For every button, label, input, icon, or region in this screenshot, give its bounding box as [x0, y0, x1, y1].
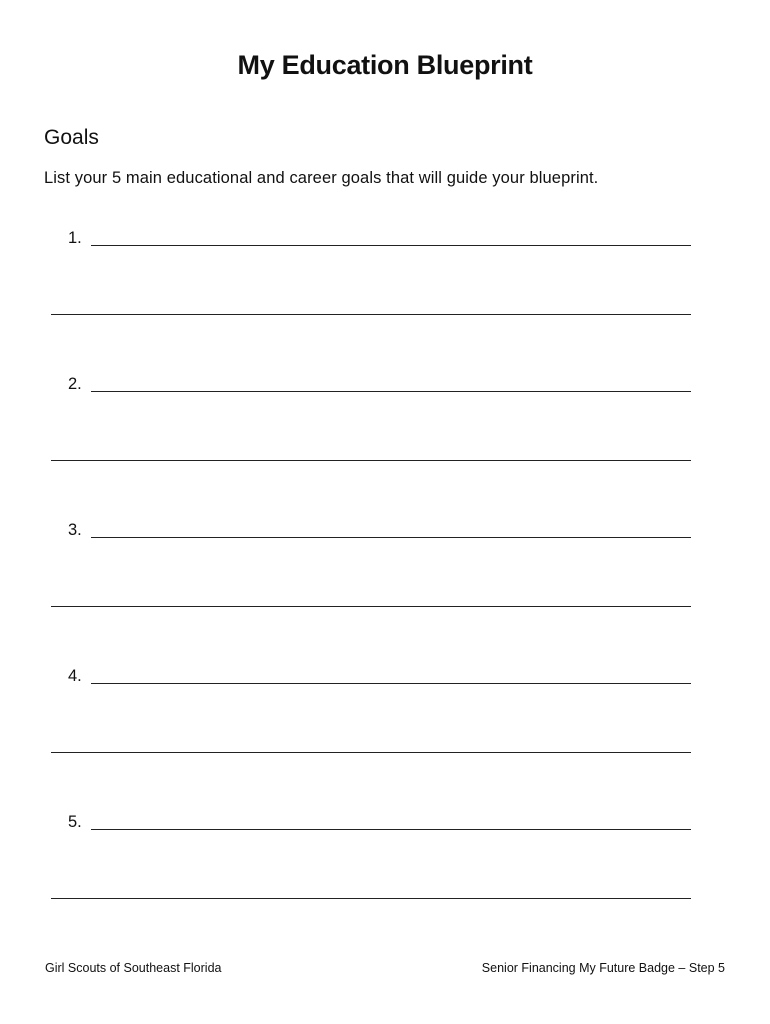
goal-number: 1.	[68, 229, 82, 247]
footer-badge-step: Senior Financing My Future Badge – Step 5	[481, 961, 725, 975]
goal-answer-line-continued[interactable]	[51, 752, 691, 753]
goal-number: 5.	[68, 813, 82, 831]
goal-answer-line-continued[interactable]	[51, 460, 691, 461]
goal-answer-line-continued[interactable]	[51, 314, 691, 315]
goal-answer-line-continued[interactable]	[51, 898, 691, 899]
page-title: My Education Blueprint	[237, 50, 533, 80]
goal-answer-line-continued[interactable]	[51, 606, 691, 607]
goal-answer-line[interactable]	[91, 683, 691, 684]
goal-answer-line[interactable]	[91, 829, 691, 830]
goal-number: 2.	[68, 375, 82, 393]
footer-organization: Girl Scouts of Southeast Florida	[45, 961, 222, 975]
goal-number: 4.	[68, 667, 82, 685]
goal-answer-line[interactable]	[91, 537, 691, 538]
section-heading-goals: Goals	[44, 126, 99, 149]
goal-number: 3.	[68, 521, 82, 539]
goal-answer-line[interactable]	[91, 245, 691, 246]
goal-answer-line[interactable]	[91, 391, 691, 392]
instructions-text: List your 5 main educational and career goals that will guide your blueprint.	[44, 169, 599, 187]
